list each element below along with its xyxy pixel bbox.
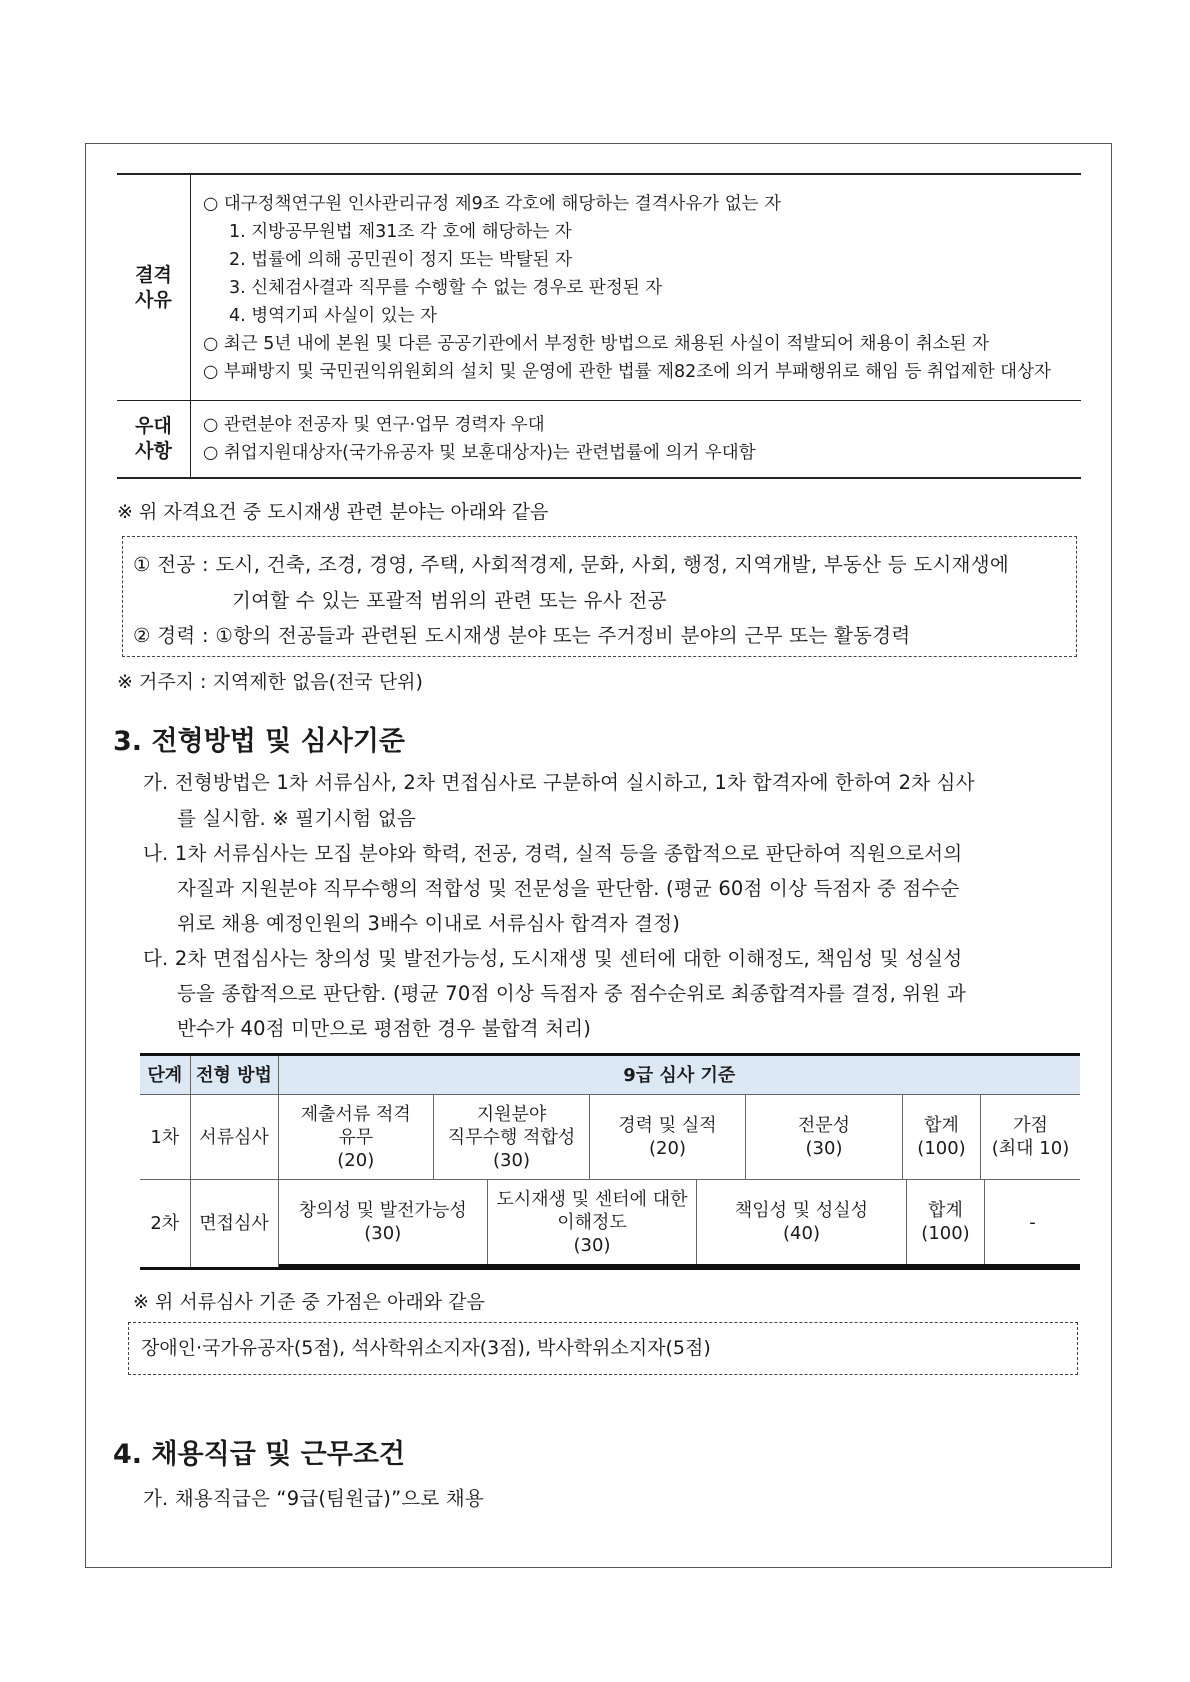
disqualification-line: 3. 신체검사결과 직무를 수행할 수 없는 경우로 판정된 자 <box>229 277 663 298</box>
preference-line: ○ 취업지원대상자(국가유공자 및 보훈대상자)는 관련법률에 의거 우대함 <box>203 443 756 463</box>
disqualification-line: ○ 대구정책연구원 인사관리규정 제9조 각호에 해당하는 결격사유가 없는 자 <box>203 193 782 214</box>
major-line-cont: 기여할 수 있는 포괄적 범위의 관련 또는 유사 전공 <box>232 589 667 612</box>
criteria-row-1 <box>140 1095 1080 1180</box>
disqualification-line: ○ 부패방지 및 국민권익위원회의 설치 및 운영에 관한 법률 제82조에 의거 부패행위로 해임 등 취업제한 대상자 <box>203 361 1051 382</box>
criteria-cell: 지원분야 직무수행 적합성 (30) <box>434 1095 590 1179</box>
criteria-row-1-cells <box>279 1095 1081 1179</box>
note-residence: ※ 거주지 : 지역제한 없음(전국 단위) <box>117 671 423 693</box>
para-da-cont: 반수가 40점 미만으로 평점한 경우 불합격 처리) <box>177 1017 592 1040</box>
section4-title: 4. 채용직급 및 근무조건 <box>113 1439 405 1470</box>
bonus-cell: 가점 (최대 10) <box>981 1095 1081 1179</box>
qualification-table <box>117 173 1081 479</box>
career-line: ② 경력 : ①항의 전공들과 관련된 도시재생 분야 또는 주거정비 분야의 근무 또는 활동경력 <box>133 624 911 647</box>
preference-header: 우대 사항 <box>117 401 191 479</box>
method-cell: 면접심사 <box>190 1180 278 1269</box>
header-stage: 단계 <box>140 1055 190 1095</box>
para-da-cont: 등을 종합적으로 판단함. (평균 70점 이상 득점자 중 점수순위로 최종합격자를 결정, 위원 과 <box>177 982 966 1005</box>
criteria-row-2-cells <box>279 1180 1081 1267</box>
para-ga: 가. 전형방법은 1차 서류심사, 2차 면접심사로 구분하여 실시하고, 1차 합격자에 한하여 2차 심사 <box>143 771 975 794</box>
note-bonus: ※ 위 서류심사 기준 중 가점은 아래와 같음 <box>133 1291 485 1313</box>
para-ga-cont: 를 실시함. ※ 필기시험 없음 <box>177 807 416 830</box>
preference-content <box>191 401 1082 479</box>
bonus-cell: - <box>985 1180 1081 1266</box>
disqualification-content <box>191 174 1082 401</box>
header-method: 전형 방법 <box>190 1055 278 1095</box>
criteria-cell: 전문성 (30) <box>746 1095 903 1179</box>
header-criteria: 9급 심사 기준 <box>278 1055 1080 1095</box>
criteria-cell: 제출서류 적격 유무 (20) <box>300 1103 411 1171</box>
section3-title: 3. 전형방법 및 심사기준 <box>113 726 405 757</box>
disqualification-header: 결격 사유 <box>117 174 191 401</box>
para-na-cont: 자질과 지원분야 직무수행의 적합성 및 전문성을 판단함. (평균 60점 이상 득점자 중 점수순 <box>177 877 960 900</box>
total-cell: 합계 (100) <box>907 1180 985 1266</box>
criteria-cell: 책임성 및 성실성 (40) <box>697 1180 907 1266</box>
para-na-cont: 위로 채용 예정인원의 3배수 이내로 서류심사 합격자 결정) <box>177 912 681 935</box>
disqualification-row <box>117 174 1081 401</box>
stage-cell: 2차 <box>140 1180 190 1269</box>
para-da: 다. 2차 면접심사는 창의성 및 발전가능성, 도시재생 및 센터에 대한 이해정도, 책임성 및 성실성 <box>143 947 963 970</box>
criteria-cell: 도시재생 및 센터에 대한 이해정도 (30) <box>488 1180 697 1266</box>
criteria-header-row <box>140 1055 1080 1095</box>
para-ga-section4: 가. 채용직급은 “9급(팀원급)”으로 채용 <box>143 1487 484 1510</box>
disqualification-line: ○ 최근 5년 내에 본원 및 다른 공공기관에서 부정한 방법으로 채용된 사실이 적발되어 채용이 취소된 자 <box>203 333 990 354</box>
criteria-row-2 <box>140 1180 1080 1269</box>
criteria-table <box>140 1053 1080 1270</box>
disqualification-line: 1. 지방공무원법 제31조 각 호에 해당하는 자 <box>229 221 572 242</box>
major-line: ① 전공 : 도시, 건축, 조경, 경영, 주택, 사회적경제, 문화, 사회, 행정, 지역개발, 부동산 등 도시재생에 <box>133 553 1010 576</box>
criteria-cell: 창의성 및 발전가능성 (30) <box>279 1180 488 1266</box>
para-na: 나. 1차 서류심사는 모집 분야와 학력, 전공, 경력, 실적 등을 종합적으로 판단하여 직원으로서의 <box>143 842 963 865</box>
disqualification-line: 4. 병역기피 사실이 있는 자 <box>229 305 437 326</box>
total-cell: 합계 (100) <box>903 1095 981 1179</box>
note-fields: ※ 위 자격요건 중 도시재생 관련 분야는 아래와 같음 <box>117 501 549 523</box>
preference-line: ○ 관련분야 전공자 및 연구·업무 경력자 우대 <box>203 415 545 435</box>
disqualification-line: 2. 법률에 의해 공민권이 정지 또는 박탈된 자 <box>229 249 573 270</box>
preference-row <box>117 401 1081 479</box>
method-cell: 서류심사 <box>190 1095 278 1180</box>
stage-cell: 1차 <box>140 1095 190 1180</box>
criteria-cell: 경력 및 실적 (20) <box>590 1095 746 1179</box>
bonus-box: 장애인·국가유공자(5점), 석사학위소지자(3점), 박사학위소지자(5점) <box>128 1322 1078 1375</box>
